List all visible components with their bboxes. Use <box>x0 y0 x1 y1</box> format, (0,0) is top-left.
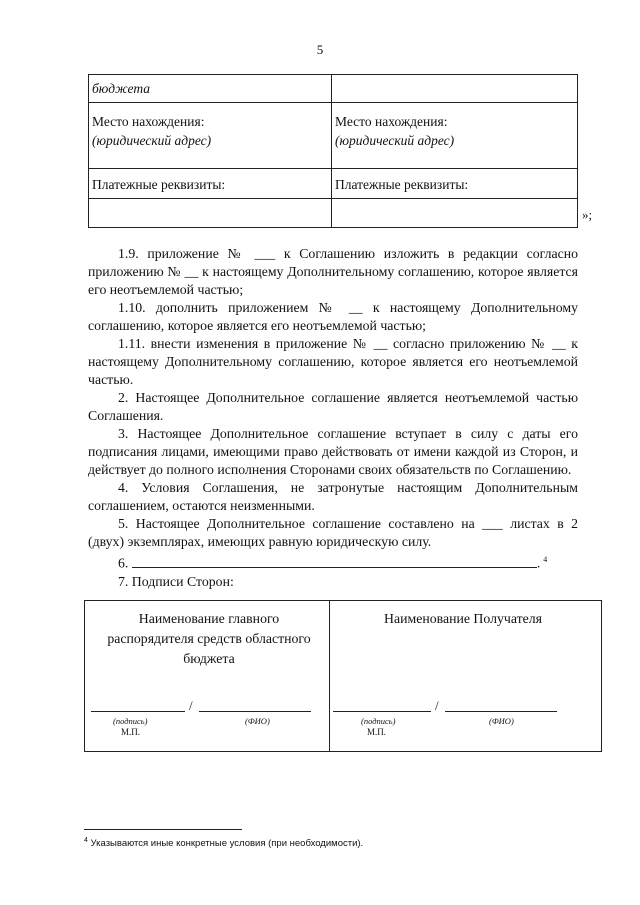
footnote-ref: 4 <box>543 555 548 564</box>
requisites-table <box>88 74 578 228</box>
table-closing-quote: »; <box>582 207 593 222</box>
grbs-header: Наименование главного распорядителя средств областного бюджета <box>107 611 311 666</box>
paragraph-1-11: 1.11. внести изменения в приложение № __ согласно приложению № __ к настоящему Дополнительному соглашению, которое является его неотъемлемой частью. <box>88 336 578 387</box>
right-seal-mark: М.П. <box>367 727 387 737</box>
budget-cell: бюджета <box>92 81 150 96</box>
footnote-text: Указываются иные конкретные условия (при необходимости). <box>90 838 364 850</box>
paragraph-1-10: 1.10. дополнить приложением № __ к настоящему Дополнительному соглашению, которое является его неотъемлемой частью; <box>88 300 578 333</box>
paragraph-6-blank-line <box>132 554 537 568</box>
location-label-right: Место нахождения: <box>335 114 448 129</box>
paragraph-4: 4. Условия Соглашения, не затронутые настоящим Дополнительным соглашением, остаются неизменными. <box>88 480 578 513</box>
right-signature-line <box>333 711 431 712</box>
signatures-table <box>84 600 602 752</box>
right-name-line <box>445 711 557 712</box>
right-signature-caption: (подпись) <box>361 716 396 726</box>
recipient-header: Наименование Получателя <box>384 611 542 626</box>
legal-address-right: (юридический адрес) <box>335 133 455 148</box>
left-signature-line <box>91 711 185 712</box>
paragraph-2: 2. Настоящее Дополнительное соглашение является неотъемлемой частью Соглашения. <box>88 390 578 423</box>
paragraph-6-number: 6. <box>118 555 129 571</box>
paragraph-6 <box>88 551 578 573</box>
payment-details-left: Платежные реквизиты: <box>92 177 226 192</box>
location-label-left: Место нахождения: <box>92 114 205 129</box>
paragraph-6-period: . <box>536 555 541 571</box>
right-slash: / <box>435 698 439 713</box>
column-divider <box>329 601 330 751</box>
left-name-line <box>199 711 311 712</box>
right-name-caption: (ФИО) <box>489 716 514 726</box>
left-signature-caption: (подпись) <box>113 716 148 726</box>
page-number: 5 <box>316 42 324 57</box>
payment-details-right: Платежные реквизиты: <box>335 177 469 192</box>
paragraph-1-9: 1.9. приложение № ___ к Соглашению изложить в редакции согласно приложению № __ к настоящему Дополнительному соглашению, которое является его неотъемлемой частью; <box>88 246 578 297</box>
legal-address-left: (юридический адрес) <box>92 133 212 148</box>
left-name-caption: (ФИО) <box>245 716 270 726</box>
footnote-number: 4 <box>84 837 88 844</box>
paragraph-3: 3. Настоящее Дополнительное соглашение вступает в силу с даты его подписания лицами, имеющими право действовать от имени каждой из Сторон, и действует до полного исполнения Сторонами своих обязательств по Соглашению. <box>88 426 578 477</box>
amendment-body <box>88 245 578 591</box>
left-slash: / <box>189 698 193 713</box>
footnote-separator <box>84 829 242 830</box>
paragraph-5: 5. Настоящее Дополнительное соглашение составлено на ___ листах в 2 (двух) экземплярах, имеющих равную юридическую силу. <box>88 516 578 549</box>
footnote <box>84 837 363 849</box>
paragraph-7: 7. Подписи Сторон: <box>118 573 234 589</box>
left-seal-mark: М.П. <box>121 727 141 737</box>
